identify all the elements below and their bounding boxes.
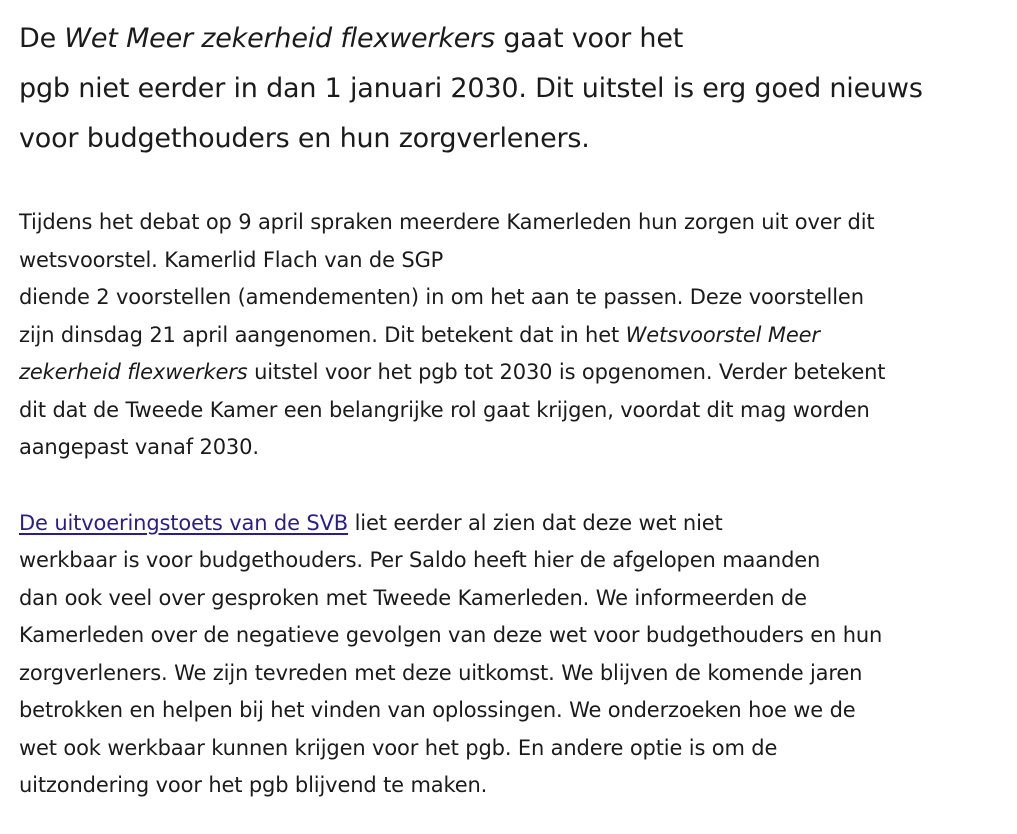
debate-line-5 xyxy=(19,354,975,392)
svb-line-7: wet ook werkbaar kunnen krijgen voor het pgb. En andere optie is om de xyxy=(19,735,778,760)
svb-line-8: uitzondering voor het pgb blijvend te maken. xyxy=(19,773,488,797)
svb-paragraph xyxy=(19,505,975,805)
svb-line-1-end: liet eerder al zien dat deze wet niet xyxy=(348,510,723,535)
svb-line-4: Kamerleden over de negatieve gevolgen van deze wet voor budgethouders en hun xyxy=(19,623,883,647)
svb-line-2: werkbaar is voor budgethouders. Per Saldo heeft hier de afgelopen maanden xyxy=(19,548,821,572)
debate-line-5-end: uitstel voor het pgb tot 2030 is opgenomen. Verder betekent xyxy=(247,360,886,384)
bill-title-emphasis-part-1: Wetsvoorstel Meer xyxy=(625,322,820,347)
debate-line-7: aangepast vanaf 2030. xyxy=(19,435,259,459)
law-title-emphasis: Wet Meer zekerheid flexwerkers xyxy=(64,23,495,54)
intro-line-3: voor budgethouders en hun zorgverleners. xyxy=(19,123,590,154)
intro-line-2: pgb niet eerder in dan 1 januari 2030. Dit uitstel is erg goed nieuws xyxy=(19,73,923,104)
svb-line-6: betrokken en helpen bij het vinden van oplossingen. We onderzoeken hoe we de xyxy=(19,698,856,722)
svb-line-3: dan ook veel over gesproken met Tweede Kamerleden. We informeerden de xyxy=(19,585,807,610)
debate-line-3: diende 2 voorstellen (amendementen) in om het aan te passen. Deze voorstellen xyxy=(19,285,864,309)
debate-paragraph xyxy=(19,204,975,467)
debate-line-1: Tijdens het debat op 9 april spraken meerdere Kamerleden hun zorgen uit over dit xyxy=(19,210,875,234)
intro-paragraph xyxy=(19,14,975,164)
intro-line-1-end: gaat voor het xyxy=(494,23,684,54)
debate-line-6: dit dat de Tweede Kamer een belangrijke rol gaat krijgen, voordat dit mag worden xyxy=(19,397,870,422)
bill-title-emphasis-part-2: zekerheid flexwerkers xyxy=(19,360,248,384)
intro-line-1 xyxy=(19,14,975,64)
debate-line-4-start: zijn dinsdag 21 april aangenomen. Dit betekent dat in het xyxy=(19,322,626,347)
intro-line-1-start: De xyxy=(19,23,65,54)
svb-impact-assessment-link[interactable]: De uitvoeringstoets van de SVB xyxy=(19,510,349,535)
debate-line-2: wetsvoorstel. Kamerlid Flach van de SGP xyxy=(19,247,444,272)
debate-line-4 xyxy=(19,317,975,355)
svb-line-1 xyxy=(19,505,975,543)
svb-line-5: zorgverleners. We zijn tevreden met deze uitkomst. We blijven de komende jaren xyxy=(19,660,863,685)
